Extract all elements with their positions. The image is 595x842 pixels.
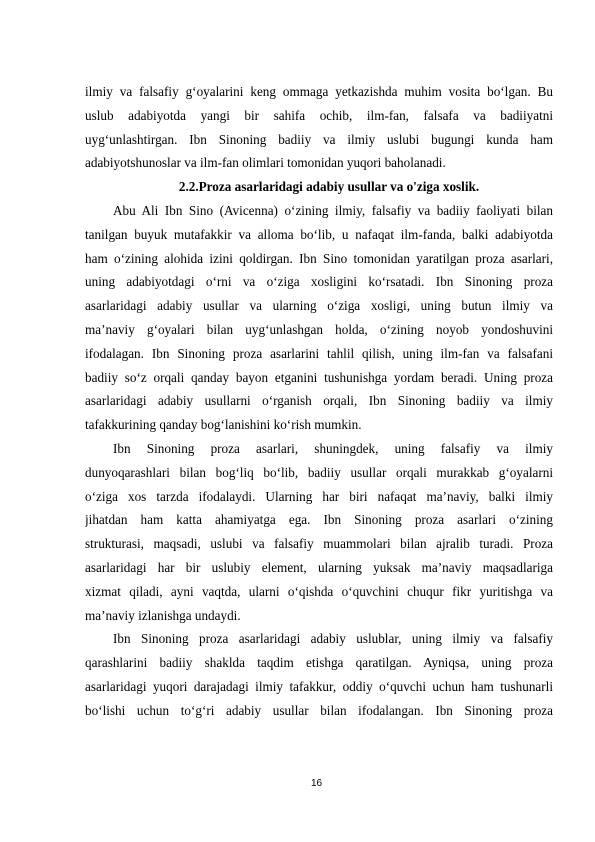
text-line: jihatdan ham katta ahamiyatga ega. Ibn Sinoning proza asarlari o‘zining (85, 512, 553, 528)
paragraph (85, 80, 553, 175)
text-line: strukturasi, maqsadi, uslubi va falsafiy muammolari bilan ajralib turadi. Proza (85, 536, 553, 552)
text-line: asarlaridagi adabiy usullar va ularning o‘ziga xosligi, uning butun ilmiy va (85, 298, 553, 314)
text-line: o‘ziga xos tarzda ifodalaydi. Ularning har biri nafaqat ma’naviy, balki ilmiy (85, 488, 553, 504)
text-line: qarashlarini badiiy shaklda taqdim etishga qaratilgan. Ayniqsa, uning proza (85, 655, 553, 671)
text-line: uyg‘unlashtirgan. Ibn Sinoning badiiy va ilmiy uslubi bugungi kunda ham (85, 131, 553, 147)
text-line: Abu Ali Ibn Sino (Avicenna) o‘zining ilmiy, falsafiy va badiiy faoliyati bilan (113, 202, 553, 218)
text-line: tafakkurining qanday bog‘lanishini ko‘rish mumkin. (85, 417, 362, 433)
paragraph (85, 437, 553, 627)
text-line: ma’naviy g‘oyalari bilan uyg‘unlashgan holda, o‘zining noyob yondoshuvini (85, 321, 553, 337)
paragraph (85, 627, 553, 722)
text-line: uslub adabiyotda yangi bir sahifa ochib, ilm-fan, falsafa va badiiyatni (85, 107, 553, 123)
text-line: tanilgan buyuk mutafakkir va alloma bo‘lib, u nafaqat ilm-fanda, balki adabiyotda (85, 226, 553, 242)
text-line: dunyoqarashlari bilan bog‘liq bo‘lib, badiiy usullar orqali murakkab g‘oyalarni (85, 464, 553, 480)
text-line: ilmiy va falsafiy g‘oyalarini keng ommaga yetkazishda muhim vosita bo‘lgan. Bu (85, 84, 553, 99)
section-heading: 2.2.Proza asarlaridagi adabiy usullar va o'ziga xoslik. (178, 179, 480, 195)
text-line: ham o‘zining alohida izini qoldirgan. Ibn Sino tomonidan yaratilgan proza asarlari, (85, 250, 553, 266)
text-line: ma’naviy izlanishga undaydi. (85, 607, 241, 623)
text-line: asarlaridagi yuqori darajadagi ilmiy tafakkur, oddiy o‘quvchi uchun ham tushunarli (85, 678, 553, 694)
text-line: asarlaridagi har bir uslubiy element, ularning yuksak ma’naviy maqsadlariga (85, 559, 553, 575)
text-line: Ibn Sinoning proza asarlaridagi adabiy uslublar, uning ilmiy va falsafiy (113, 631, 553, 647)
paragraph (85, 199, 553, 437)
text-line: Ibn Sinoning proza asarlari, shuningdek, uning falsafiy va ilmiy (113, 440, 553, 456)
text-line: ifodalagan. Ibn Sinoning proza asarlarini tahlil qilish, uning ilm-fan va falsafani (85, 345, 553, 361)
document-page (85, 80, 553, 723)
text-line: asarlaridagi adabiy usullarni o‘rganish orqali, Ibn Sinoning badiiy va ilmiy (85, 393, 553, 409)
text-line: adabiyotshunoslar va ilm-fan olimlari tomonidan yuqori baholanadi. (85, 155, 446, 171)
page-number: 16 (310, 778, 323, 789)
text-line: bo‘lishi uchun to‘g‘ri adabiy usullar bilan ifodalangan. Ibn Sinoning proza (85, 702, 553, 718)
text-line: uning adabiyotdagi o‘rni va o‘ziga xosligini ko‘rsatadi. Ibn Sinoning proza (85, 274, 553, 290)
text-line: badiiy so‘z orqali qanday bayon etganini tushunishga yordam beradi. Uning proza (85, 369, 553, 385)
text-line: xizmat qiladi, ayni vaqtda, ularni o‘qishda o‘quvchini chuqur fikr yuritishga va (85, 583, 553, 599)
